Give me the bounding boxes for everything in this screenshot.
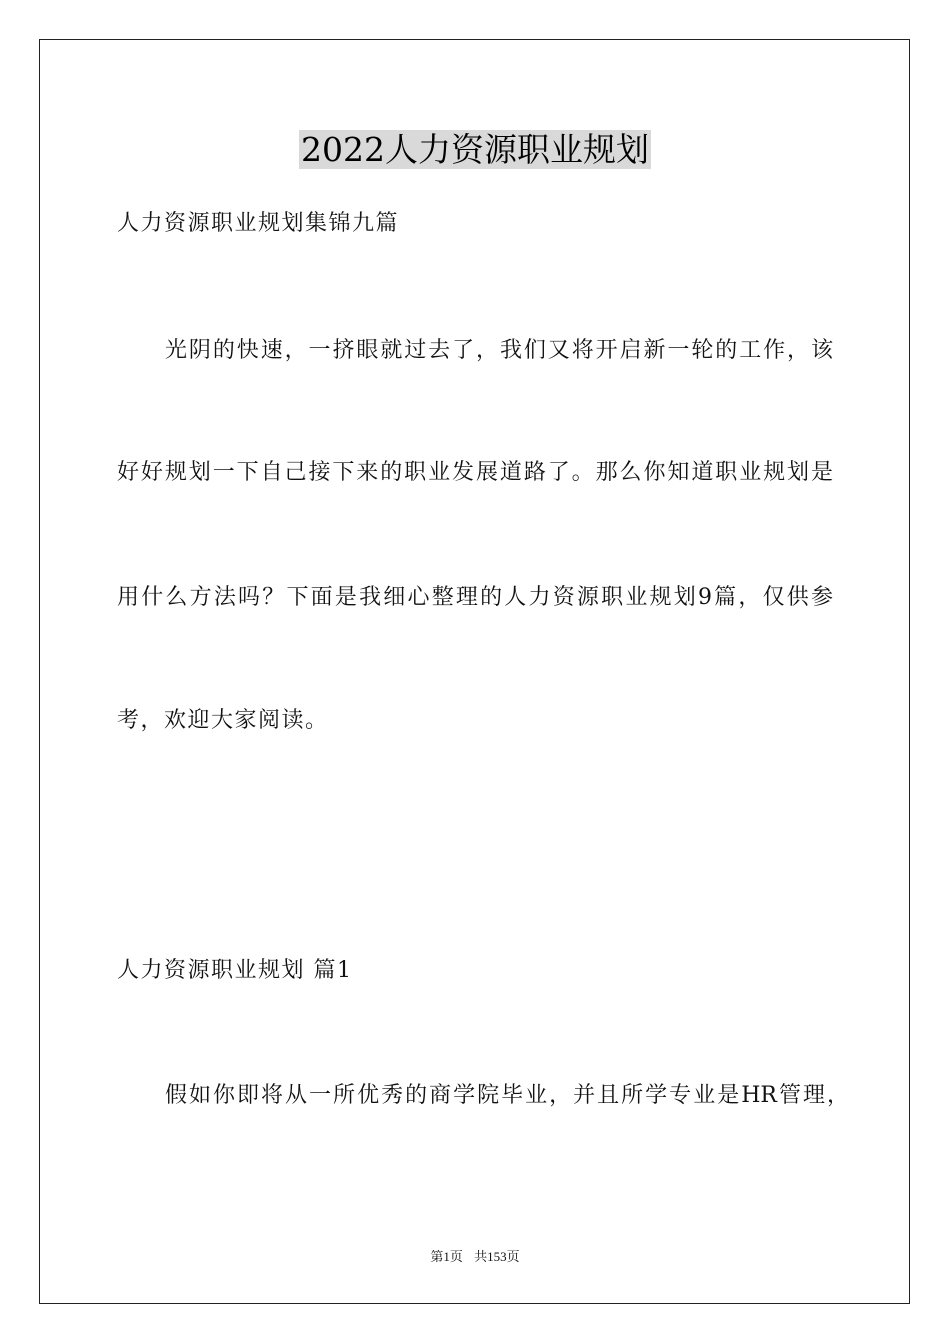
page-total: 共153页 — [474, 1249, 520, 1264]
page-number: 第1页 — [430, 1249, 463, 1264]
document-subtitle: 人力资源职业规划集锦九篇 — [117, 211, 400, 236]
document-title-wrap — [0, 128, 950, 172]
intro-line-3: 用什么方法吗？下面是我细心整理的人力资源职业规划9篇，仅供参 — [117, 585, 833, 610]
section-heading: 人力资源职业规划 篇1 — [117, 958, 353, 983]
page-footer — [0, 1248, 950, 1266]
section-first-line: 假如你即将从一所优秀的商学院毕业，并且所学专业是HR管理， — [165, 1083, 849, 1108]
intro-line-2: 好好规划一下自己接下来的职业发展道路了。那么你知道职业规划是 — [117, 460, 833, 485]
intro-line-4: 考，欢迎大家阅读。 — [117, 708, 329, 733]
intro-line-1: 光阴的快速，一挤眼就过去了，我们又将开启新一轮的工作，该 — [165, 338, 833, 363]
document-title: 2022人力资源职业规划 — [301, 130, 649, 169]
